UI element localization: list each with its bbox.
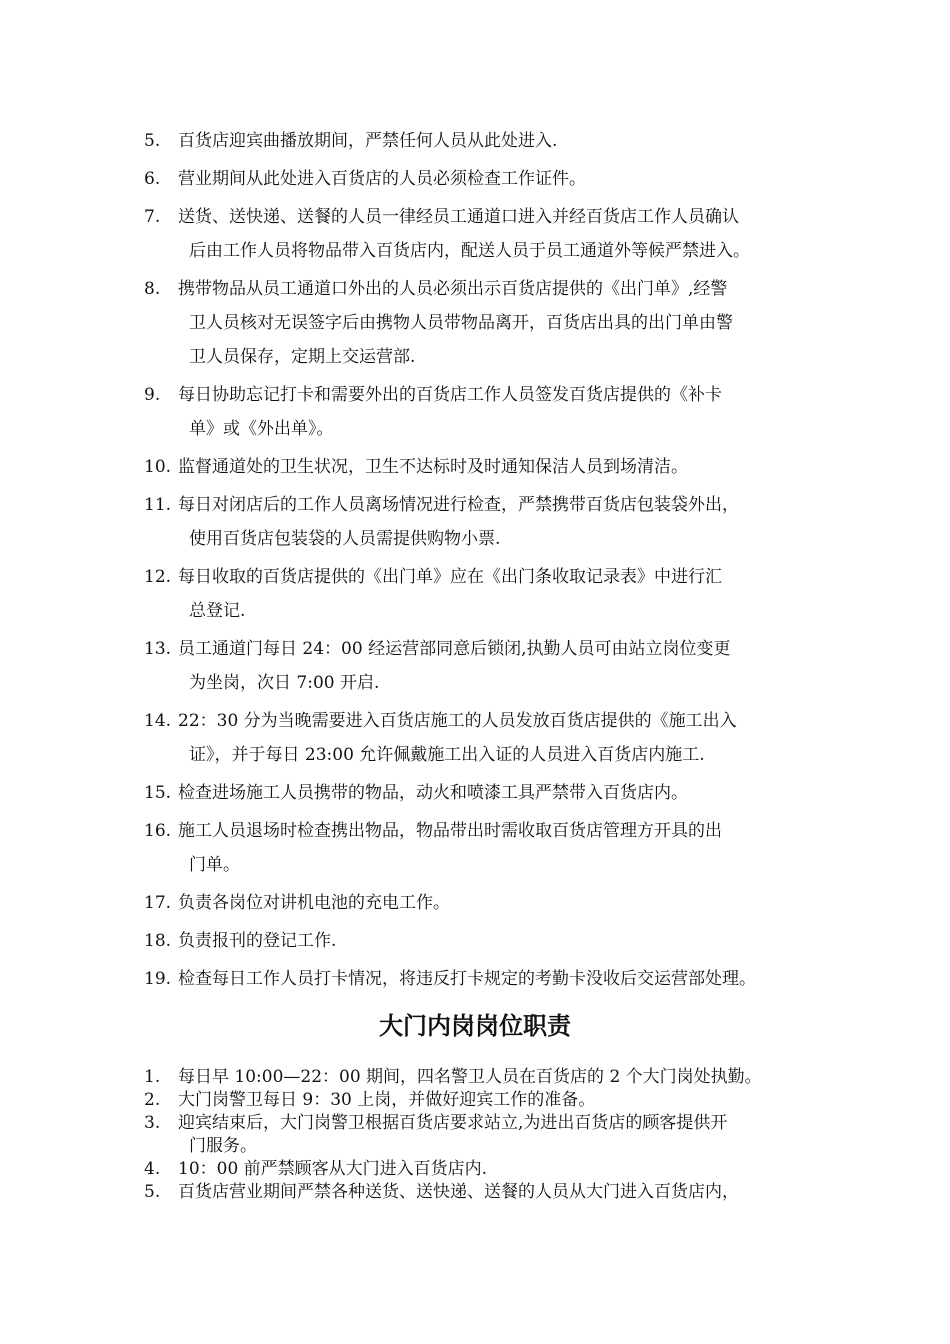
list-item (144, 962, 834, 996)
list-item (144, 1158, 834, 1181)
item-number: 9. (144, 385, 161, 405)
item-text-line: 10：00 前严禁顾客从大门进入百货店内. (178, 1159, 488, 1179)
item-number: 14. (144, 711, 172, 731)
list-item (144, 560, 834, 628)
list-item (144, 124, 834, 158)
item-number: 10. (144, 457, 172, 477)
list-item (144, 632, 834, 700)
item-text-line: 后由工作人员将物品带入百货店内，配送人员于员工通道外等候严禁进入。 (189, 241, 750, 261)
item-text-line: 卫人员保存，定期上交运营部. (189, 347, 416, 367)
item-text-line: 大门岗警卫每日 9：30 上岗，并做好迎宾工作的准备。 (178, 1090, 596, 1110)
list-item (144, 886, 834, 920)
list-item (144, 378, 834, 446)
item-text-line: 营业期间从此处进入百货店的人员必须检查工作证件。 (178, 169, 586, 189)
item-number: 4. (144, 1159, 161, 1179)
item-text-line: 每日协助忘记打卡和需要外出的百货店工作人员签发百货店提供的《补卡 (178, 385, 722, 405)
item-number: 15. (144, 783, 172, 803)
item-text-line: 检查每日工作人员打卡情况，将违反打卡规定的考勤卡没收后交运营部处理。 (178, 969, 756, 989)
item-text-line: 每日早 10:00—22：00 期间，四名警卫人员在百货店的 2 个大门岗处执勤。 (178, 1067, 762, 1087)
list-item (144, 776, 834, 810)
section-heading: 大门内岗岗位职责 (379, 1012, 571, 1040)
duty-list-staff-passage (144, 124, 834, 1000)
item-text-line: 送货、送快递、送餐的人员一律经员工通道口进入并经百货店工作人员确认 (178, 207, 739, 227)
item-number: 5. (144, 131, 161, 151)
item-text-line: 证》，并于每日 23:00 允许佩戴施工出入证的人员进入百货店内施工. (189, 745, 705, 765)
list-item (144, 162, 834, 196)
item-text-line: 为坐岗，次日 7:00 开启. (189, 673, 380, 693)
item-text-line: 检查进场施工人员携带的物品，动火和喷漆工具严禁带入百货店内。 (178, 783, 688, 803)
list-item (144, 1112, 834, 1158)
list-item (144, 488, 834, 556)
list-item (144, 814, 834, 882)
list-item (144, 924, 834, 958)
item-number: 3. (144, 1113, 161, 1133)
item-text-line: 22：30 分为当晚需要进入百货店施工的人员发放百货店提供的《施工出入 (178, 711, 737, 731)
item-number: 17. (144, 893, 172, 913)
item-text-line: 监督通道处的卫生状况，卫生不达标时及时通知保洁人员到场清洁。 (178, 457, 688, 477)
item-text-line: 施工人员退场时检查携出物品，物品带出时需收取百货店管理方开具的出 (178, 821, 722, 841)
list-item (144, 450, 834, 484)
item-number: 19. (144, 969, 172, 989)
item-text-line: 门服务。 (189, 1136, 257, 1156)
item-number: 16. (144, 821, 172, 841)
item-text-line: 卫人员核对无误签字后由携物人员带物品离开，百货店出具的出门单由警 (189, 313, 733, 333)
list-item (144, 1066, 834, 1089)
list-item (144, 200, 834, 268)
item-text-line: 单》或《外出单》。 (189, 419, 334, 439)
item-number: 7. (144, 207, 161, 227)
list-item (144, 1181, 834, 1204)
item-text-line: 门单。 (189, 855, 240, 875)
item-text-line: 总登记. (189, 601, 246, 621)
item-text-line: 使用百货店包装袋的人员需提供购物小票. (189, 529, 501, 549)
item-text-line: 每日对闭店后的工作人员离场情况进行检查，严禁携带百货店包装袋外出， (178, 495, 739, 515)
item-number: 11. (144, 495, 172, 515)
item-text-line: 迎宾结束后，大门岗警卫根据百货店要求站立,为进出百货店的顾客提供开 (178, 1113, 728, 1133)
item-number: 1. (144, 1067, 161, 1087)
item-text-line: 负责各岗位对讲机电池的充电工作。 (178, 893, 450, 913)
duty-list-main-gate (144, 1066, 834, 1204)
list-item (144, 704, 834, 772)
list-item (144, 1089, 834, 1112)
item-text-line: 百货店营业期间严禁各种送货、送快递、送餐的人员从大门进入百货店内， (178, 1182, 739, 1202)
item-number: 2. (144, 1090, 161, 1110)
list-item (144, 272, 834, 374)
item-number: 8. (144, 279, 161, 299)
item-text-line: 百货店迎宾曲播放期间，严禁任何人员从此处进入. (178, 131, 558, 151)
item-number: 13. (144, 639, 172, 659)
item-number: 12. (144, 567, 172, 587)
item-text-line: 每日收取的百货店提供的《出门单》应在《出门条收取记录表》中进行汇 (178, 567, 722, 587)
item-number: 6. (144, 169, 161, 189)
item-text-line: 携带物品从员工通道口外出的人员必须出示百货店提供的《出门单》,经警 (178, 279, 728, 299)
item-text-line: 负责报刊的登记工作. (178, 931, 337, 951)
item-text-line: 员工通道门每日 24：00 经运营部同意后锁闭,执勤人员可由站立岗位变更 (178, 639, 731, 659)
item-number: 5. (144, 1182, 161, 1202)
item-number: 18. (144, 931, 172, 951)
